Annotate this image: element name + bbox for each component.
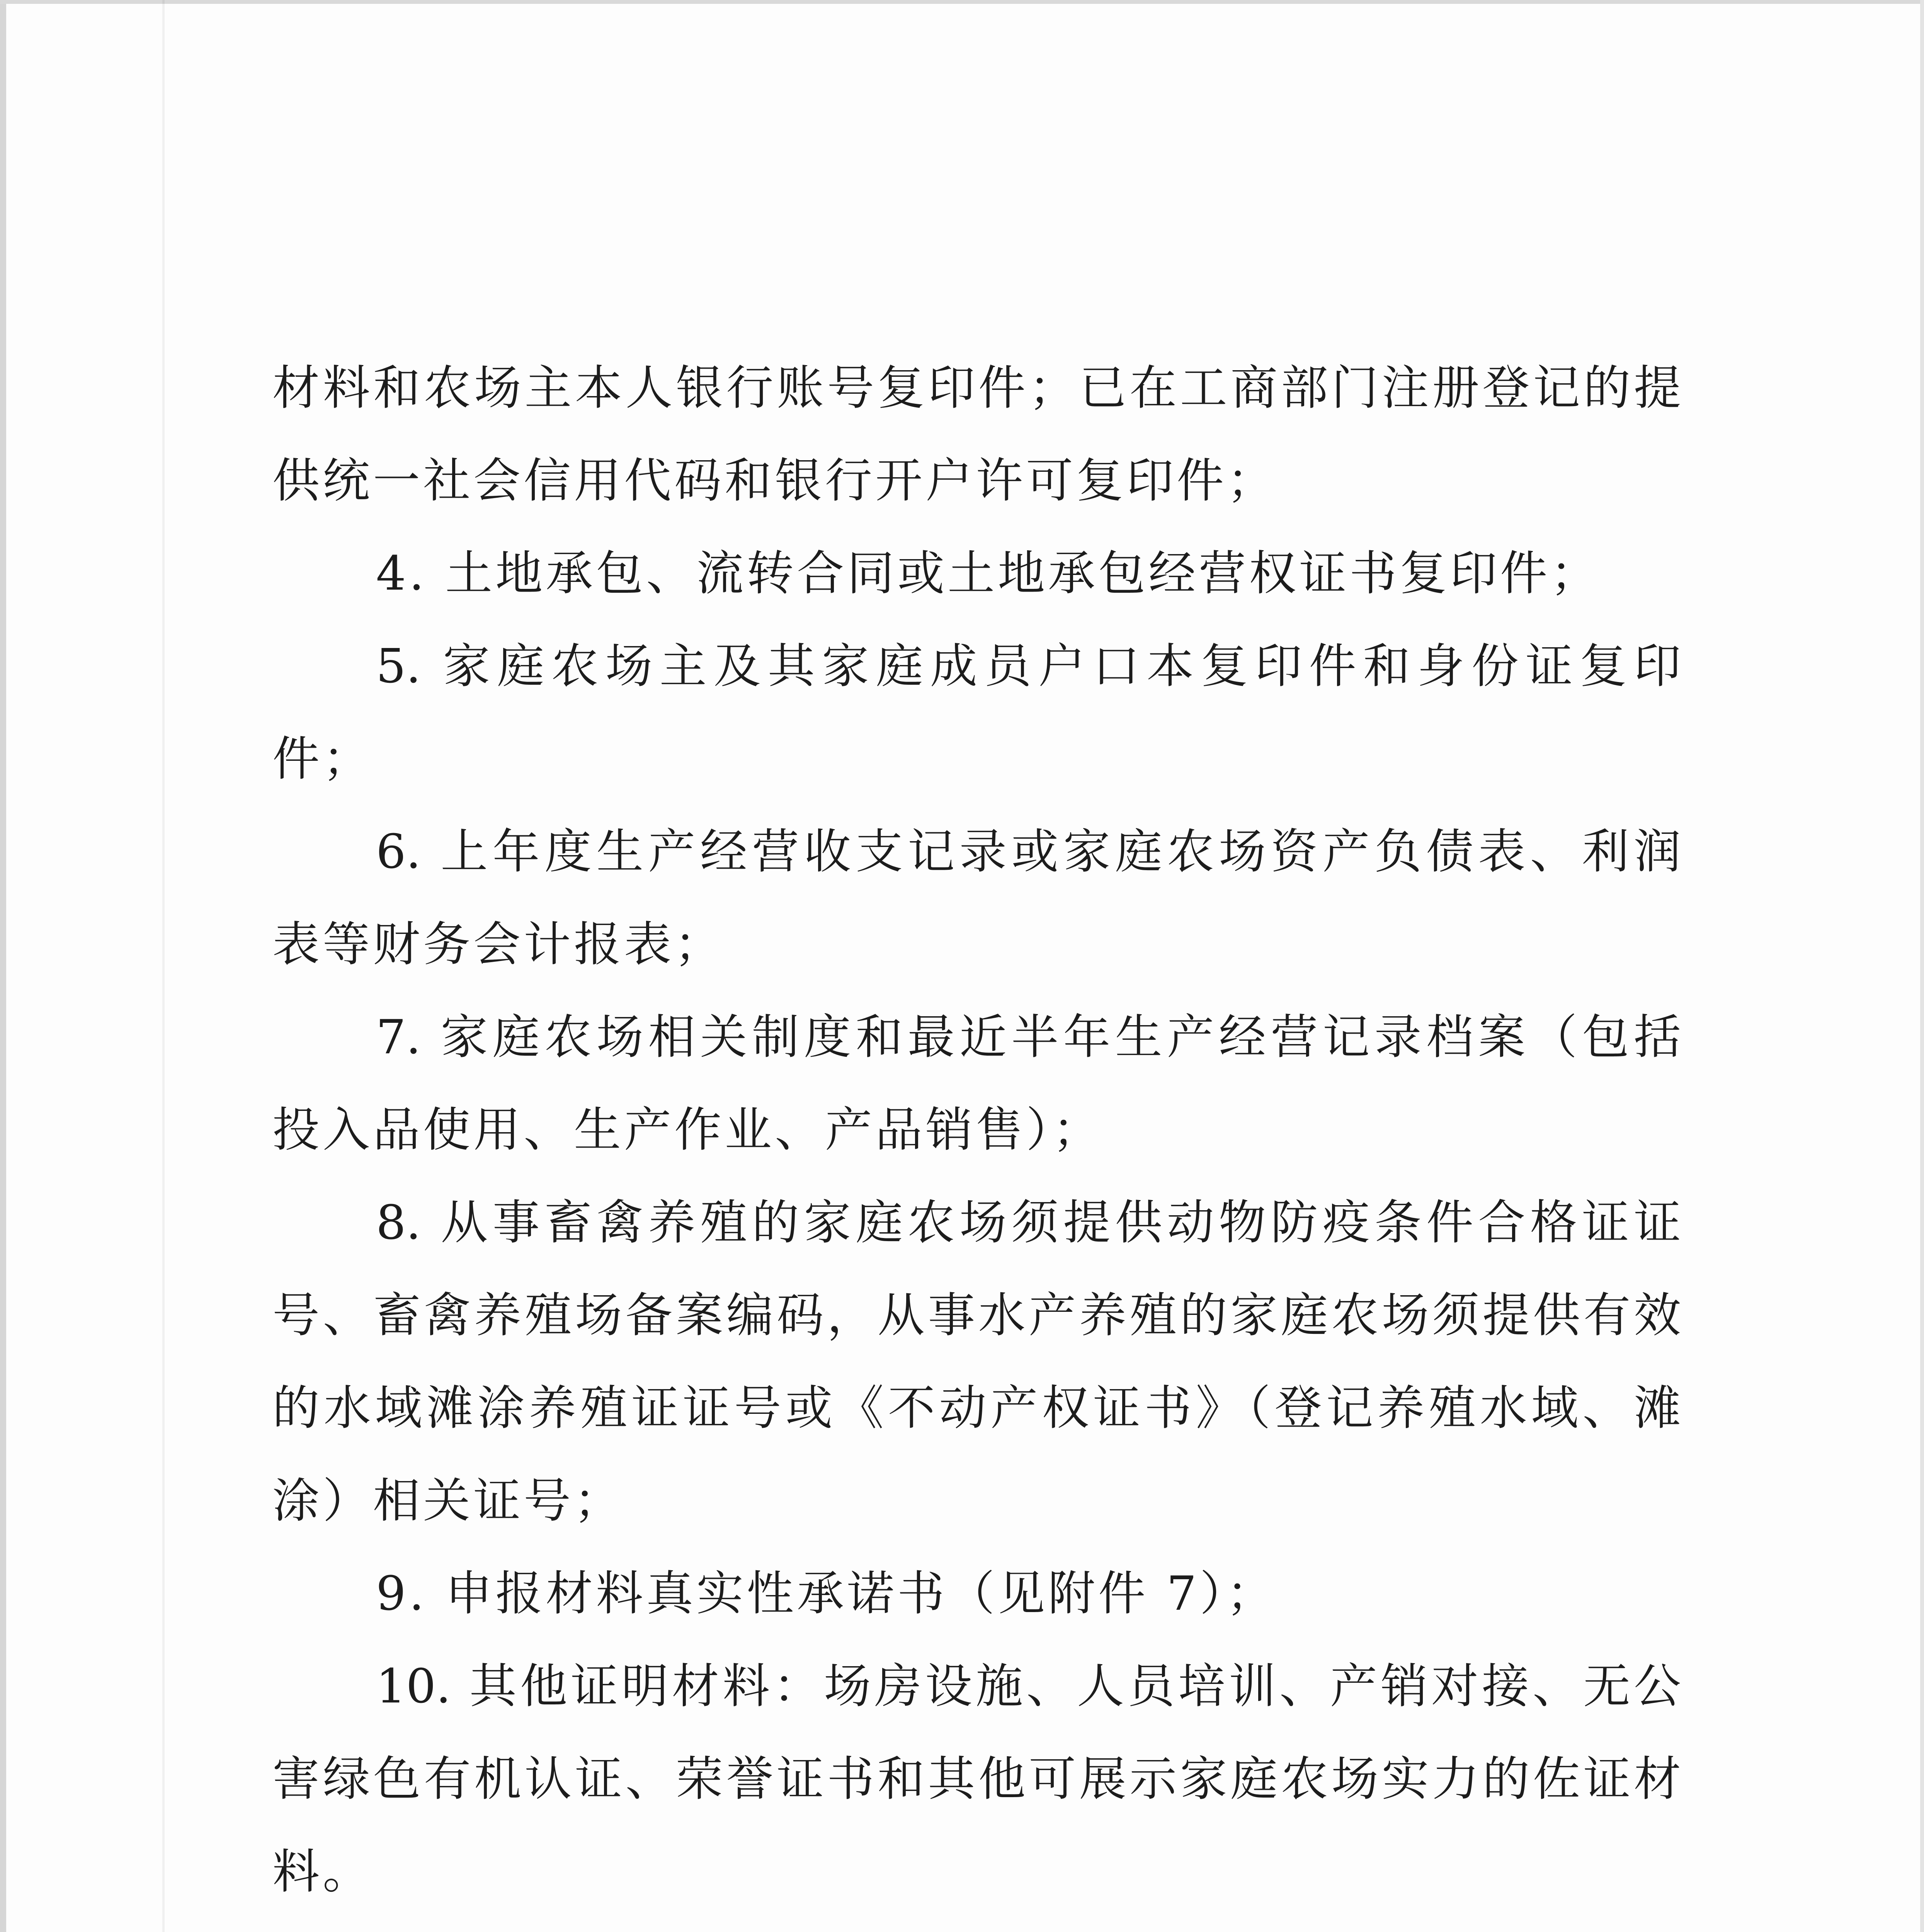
scan-left-edge: [0, 0, 6, 1932]
list-item-5: 5. 家庭农场主及其家庭成员户口本复印件和身份证复印: [376, 639, 1681, 694]
continued-item-line: 材料和农场主本人银行账号复印件；已在工商部门注册登记的提: [272, 361, 1681, 415]
list-item-9: 9. 申报材料真实性承诺书（见附件 7）；: [376, 1566, 1277, 1621]
list-item-8-continuation: 号、畜禽养殖场备案编码，从事水产养殖的家庭农场须提供有效: [272, 1288, 1681, 1343]
body-text: [272, 342, 1681, 1932]
list-item-10-continuation: 料。: [272, 1844, 373, 1899]
list-item-7-continuation: 投入品使用、生产作业、产品销售）；: [272, 1102, 1103, 1157]
list-item-5-continuation: 件；: [272, 731, 373, 786]
continued-item-line: 供统一社会信用代码和银行开户许可复印件；: [272, 453, 1277, 508]
list-item-4: 4. 土地承包、流转合同或土地承包经营权证书复印件；: [376, 546, 1601, 601]
scan-top-edge: [0, 0, 1924, 4]
scan-binding-line: [162, 0, 165, 1932]
list-item-8-continuation: 的水域滩涂养殖证证号或《不动产权证书》（登记养殖水域、滩: [272, 1381, 1681, 1435]
list-item-6-continuation: 表等财务会计报表；: [272, 917, 725, 972]
list-item-8: 8. 从事畜禽养殖的家庭农场须提供动物防疫条件合格证证: [376, 1195, 1681, 1250]
section-heading: [272, 1918, 1681, 1932]
list-item-6: 6. 上年度生产经营收支记录或家庭农场资产负债表、利润: [376, 824, 1681, 879]
list-item-10-continuation: 害绿色有机认证、荣誉证书和其他可展示家庭农场实力的佐证材: [272, 1752, 1681, 1806]
list-item-7: 7. 家庭农场相关制度和最近半年生产经营记录档案（包括: [376, 1010, 1681, 1065]
list-item-8-continuation: 涂）相关证号；: [272, 1473, 624, 1528]
list-item-10: 10. 其他证明材料：场房设施、人员培训、产销对接、无公: [376, 1659, 1681, 1714]
scan-right-edge: [1920, 0, 1924, 1932]
